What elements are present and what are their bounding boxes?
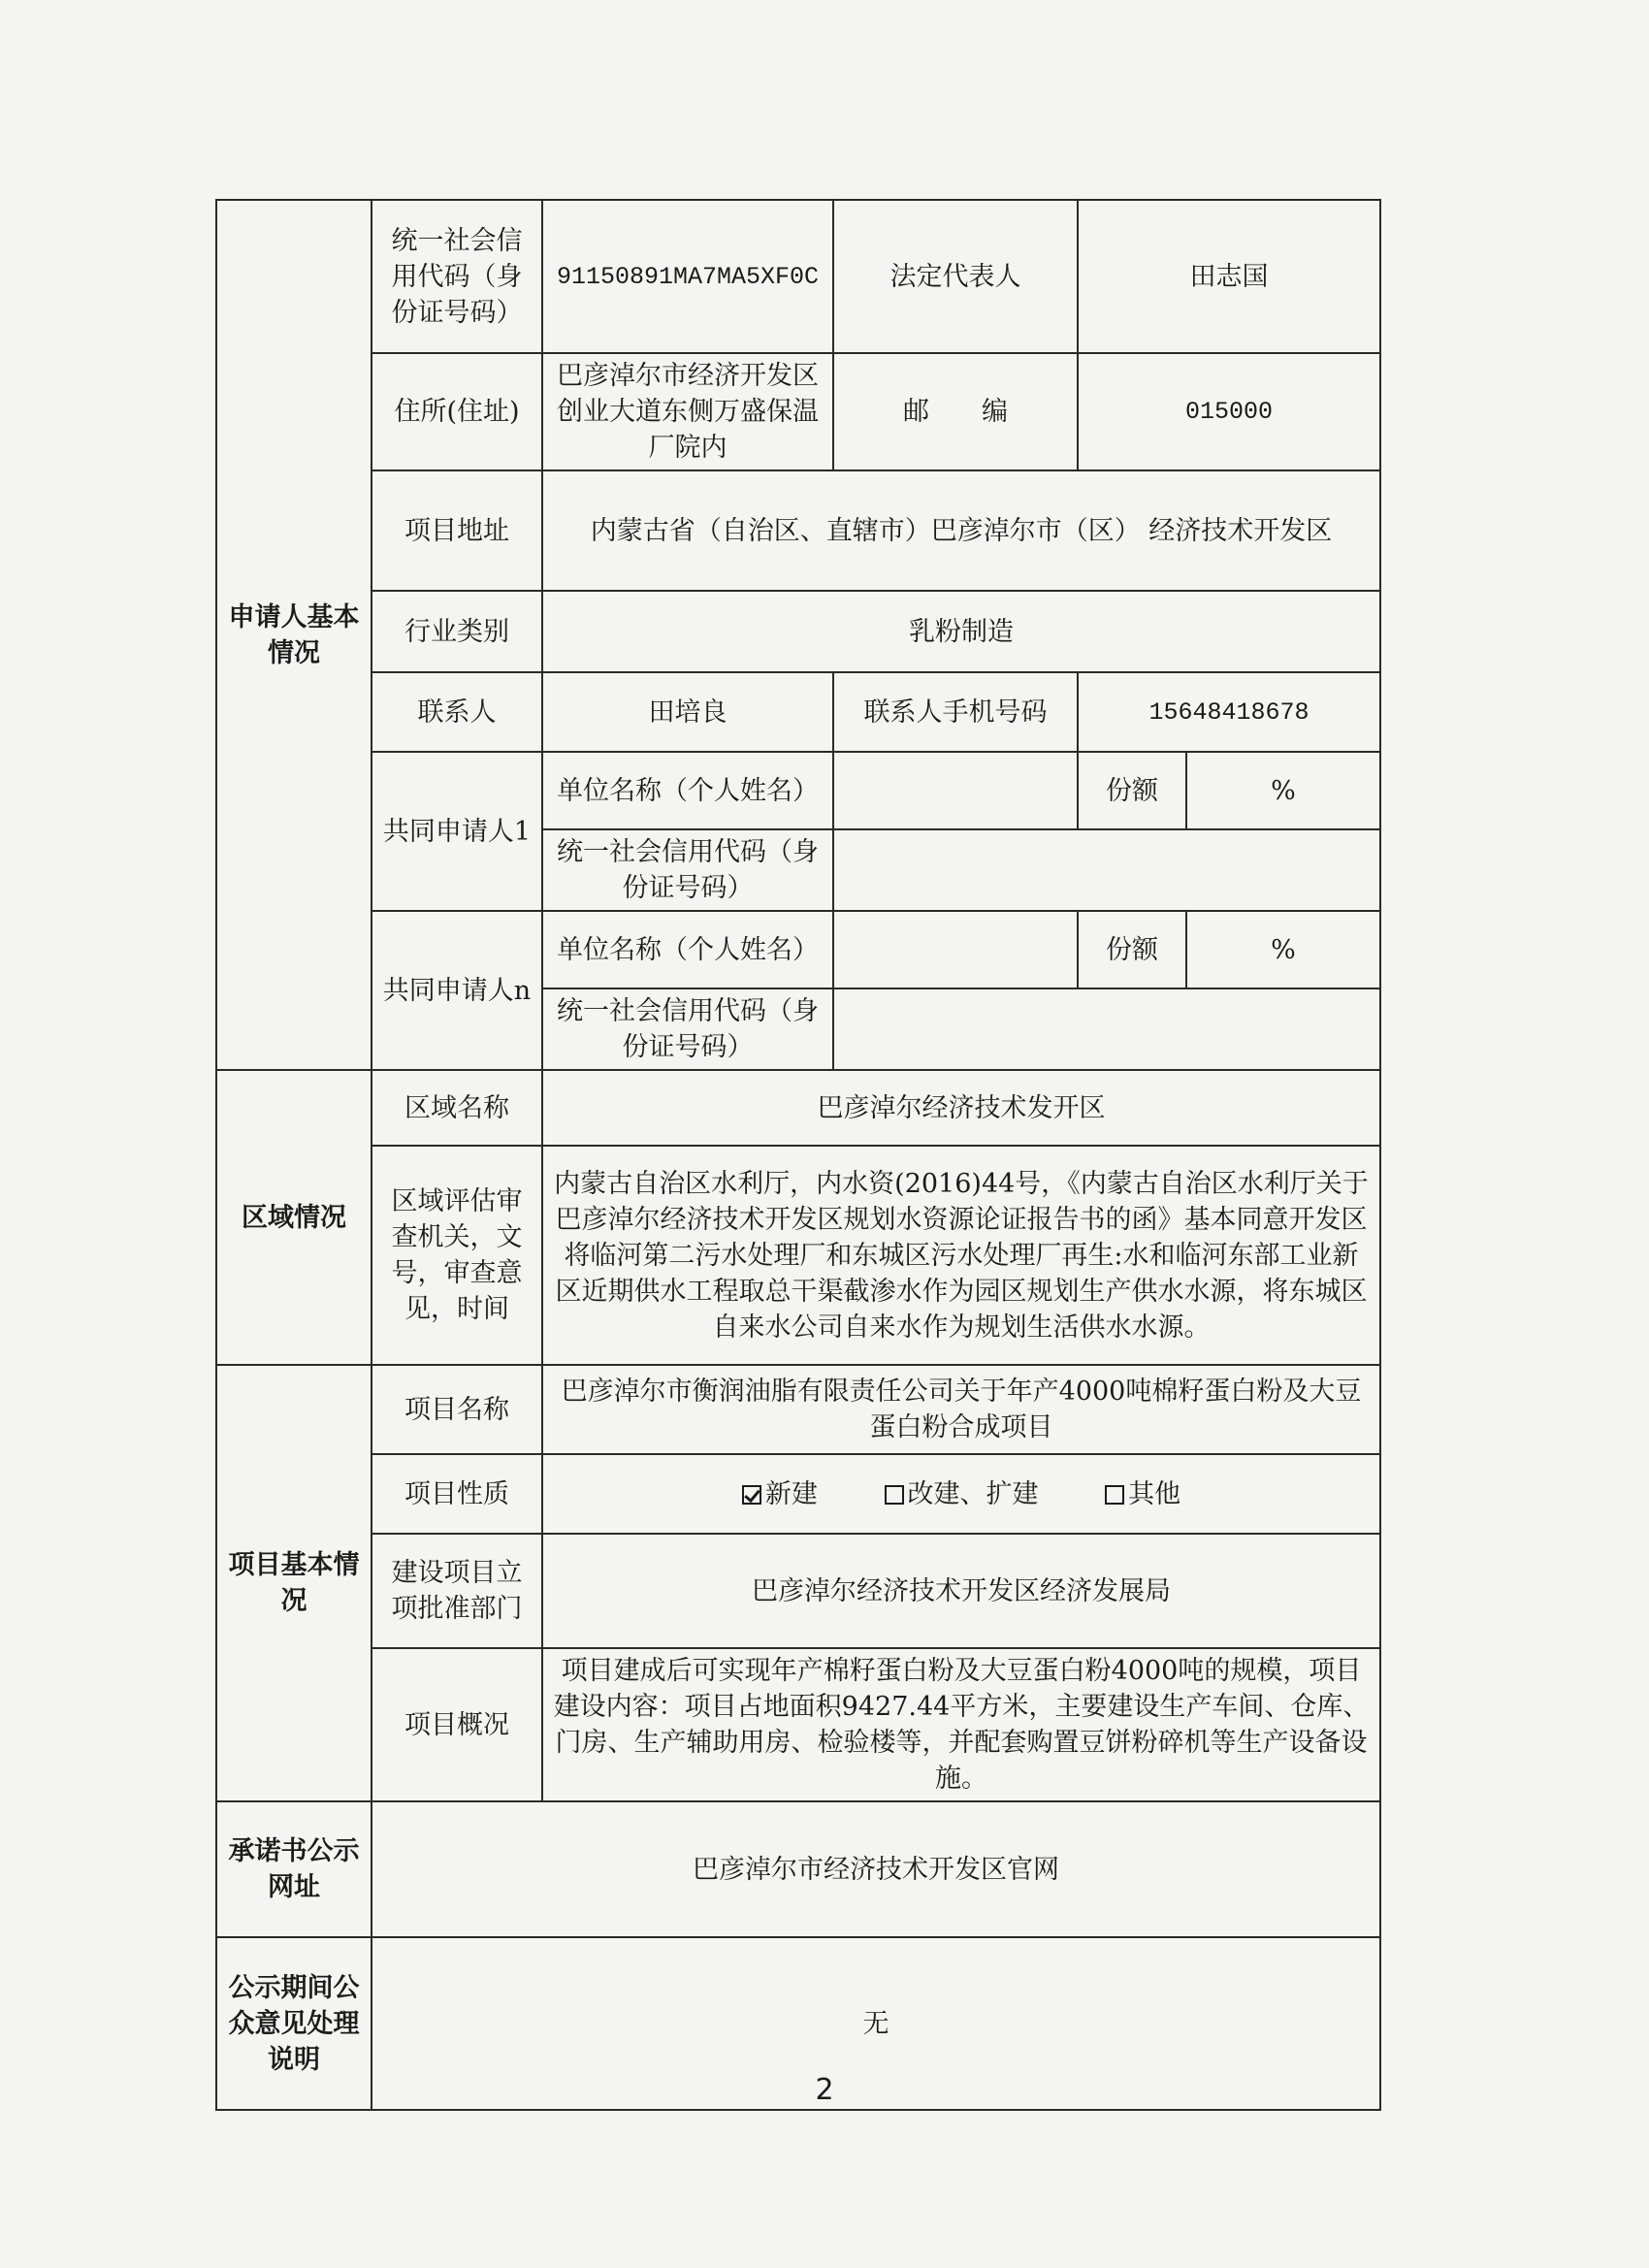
- credit-code-value: 91150891MA7MA5XF0C: [542, 200, 833, 353]
- project-approval-value: 巴彦淖尔经济技术开发区经济发展局: [542, 1534, 1380, 1648]
- address-value: 巴彦淖尔市经济开发区创业大道东侧万盛保温厂院内: [542, 353, 833, 470]
- project-nature-row: [216, 1454, 1380, 1534]
- region-name-value: 巴彦淖尔经济技术发开区: [542, 1070, 1380, 1146]
- co-applicant-1-credit-code-label: 统一社会信用代码（身份证号码）: [542, 829, 833, 911]
- public-opinion-label: 公示期间公众意见处理说明: [216, 1937, 372, 2110]
- region-name-row: [216, 1070, 1380, 1146]
- project-approval-row: [216, 1534, 1380, 1648]
- industry-value: 乳粉制造: [542, 591, 1380, 672]
- industry-label: 行业类别: [372, 591, 542, 672]
- applicant-section-label: 申请人基本情况: [216, 200, 372, 1070]
- co-applicant-1-unit-name-value: [833, 752, 1078, 829]
- credit-code-row: [216, 200, 1380, 353]
- co-applicant-n-share-label: 份额: [1078, 911, 1186, 988]
- co-applicant-1-share-unit: %: [1186, 752, 1380, 829]
- project-section-label: 项目基本情况: [216, 1365, 372, 1801]
- co-applicant-n-label: 共同申请人n: [372, 911, 542, 1070]
- project-approval-label: 建设项目立项批准部门: [372, 1534, 542, 1648]
- contact-value: 田培良: [542, 672, 833, 752]
- co-applicant-n-unit-name-value: [833, 911, 1078, 988]
- project-nature-label: 项目性质: [372, 1454, 542, 1534]
- nature-option-new[interactable]: [742, 1476, 818, 1512]
- region-name-label: 区域名称: [372, 1070, 542, 1146]
- region-review-value: 内蒙古自治区水利厅，内水资(2016)44号，《内蒙古自治区水利厅关于巴彦淖尔经济技术开发区规划水资源论证报告书的函》基本同意开发区将临河第二污水处理厂和东城区污水处理厂再生:水和临河东部工业新区近期供水工程取总干渠截渗水作为园区规划生产供水水源，将东城区自来水公司自来水作为规划生活供水水源。: [542, 1146, 1380, 1365]
- project-address-row: [216, 470, 1380, 591]
- public-opinion-value: 无: [372, 1937, 1380, 2110]
- nature-option-rebuild-expand[interactable]: [885, 1476, 1039, 1512]
- commitment-row: [216, 1801, 1380, 1937]
- co-applicant-n-name-row: [216, 911, 1380, 988]
- co-applicant-1-unit-name-label: 单位名称（个人姓名）: [542, 752, 833, 829]
- page-number: 2: [815, 2073, 834, 2107]
- project-address-label: 项目地址: [372, 470, 542, 591]
- nature-option-rebuild-expand-label: 改建、扩建: [907, 1478, 1039, 1509]
- contact-phone-label: 联系人手机号码: [833, 672, 1078, 752]
- project-nature-options: [542, 1454, 1380, 1534]
- project-overview-value: 项目建成后可实现年产棉籽蛋白粉及大豆蛋白粉4000吨的规模，项目建设内容：项目占地面积9427.44平方米，主要建设生产车间、仓库、门房、生产辅助用房、检验楼等，并配套购置豆饼粉碎机等生产设备设施。: [542, 1648, 1380, 1801]
- commitment-value: 巴彦淖尔市经济技术开发区官网: [372, 1801, 1380, 1937]
- nature-option-other[interactable]: [1105, 1476, 1180, 1512]
- contact-row: [216, 672, 1380, 752]
- industry-row: [216, 591, 1380, 672]
- co-applicant-1-share-label: 份额: [1078, 752, 1186, 829]
- project-overview-label: 项目概况: [372, 1648, 542, 1801]
- commitment-label: 承诺书公示网址: [216, 1801, 372, 1937]
- co-applicant-n-unit-name-label: 单位名称（个人姓名）: [542, 911, 833, 988]
- contact-phone-value: 15648418678: [1078, 672, 1380, 752]
- project-name-label: 项目名称: [372, 1365, 542, 1454]
- address-row: [216, 353, 1380, 470]
- postcode-label: 邮 编: [833, 353, 1078, 470]
- checkbox-icon[interactable]: [1105, 1485, 1124, 1505]
- legal-rep-value: 田志国: [1078, 200, 1380, 353]
- checked-checkbox-icon[interactable]: [742, 1485, 761, 1505]
- project-overview-row: [216, 1648, 1380, 1801]
- region-review-label: 区域评估审查机关，文号，审查意见，时间: [372, 1146, 542, 1365]
- project-address-value: 内蒙古省（自治区、直辖市）巴彦淖尔市（区） 经济技术开发区: [542, 470, 1380, 591]
- co-applicant-n-credit-code-label: 统一社会信用代码（身份证号码）: [542, 988, 833, 1070]
- co-applicant-1-label: 共同申请人1: [372, 752, 542, 911]
- project-name-row: [216, 1365, 1380, 1454]
- nature-option-other-label: 其他: [1128, 1478, 1181, 1509]
- region-review-row: [216, 1146, 1380, 1365]
- nature-option-new-label: 新建: [764, 1478, 818, 1509]
- co-applicant-n-share-unit: %: [1186, 911, 1380, 988]
- address-label: 住所(住址): [372, 353, 542, 470]
- application-form-table: [215, 199, 1381, 2111]
- credit-code-label: 统一社会信用代码（身份证号码）: [372, 200, 542, 353]
- co-applicant-1-credit-code-value: [833, 829, 1380, 911]
- region-section-label: 区域情况: [216, 1070, 372, 1365]
- legal-rep-label: 法定代表人: [833, 200, 1078, 353]
- co-applicant-1-name-row: [216, 752, 1380, 829]
- co-applicant-n-credit-code-value: [833, 988, 1380, 1070]
- postcode-value: 015000: [1078, 353, 1380, 470]
- contact-label: 联系人: [372, 672, 542, 752]
- project-name-value: 巴彦淖尔市衡润油脂有限责任公司关于年产4000吨棉籽蛋白粉及大豆蛋白粉合成项目: [542, 1365, 1380, 1454]
- checkbox-icon[interactable]: [885, 1485, 904, 1505]
